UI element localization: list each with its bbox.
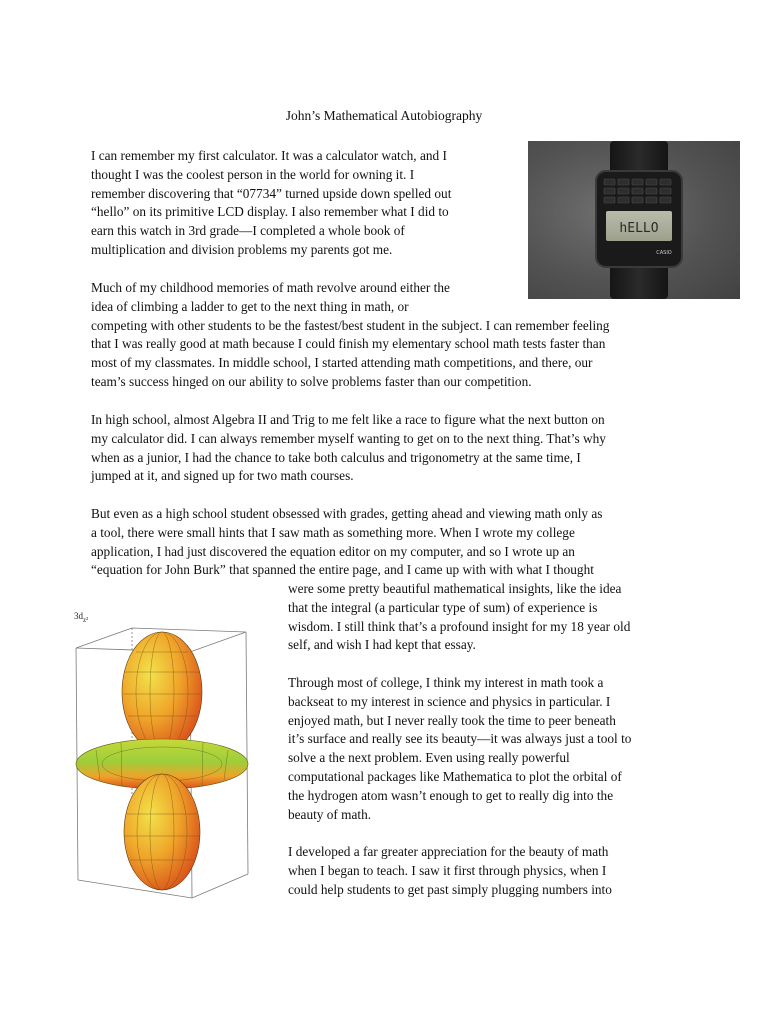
watch-keypad: [604, 179, 671, 203]
paragraph-college: Through most of college, I think my interest in math took a backseat to my interest in science and physics in particular. I enjoyed math, but I never really took the time to peer beneath it’s surface and really see its beauty—it was always just a tool to solve a the next problem. Even using really powerful computational packages like Mathematica to plot the orbital of the hydrogen atom wasn’t enough to get to really dig into the beauty of math.: [288, 675, 632, 822]
svg-text:3dz²: [74, 611, 88, 624]
paragraph-high-school: In high school, almost Algebra II and Trig to me felt like a race to figure what the next button on my calculator did. I can always remember myself wanting to get on to the next thing. That’s why when as a junior, I had the chance to take both calculus and trigonometry at the same time, I jumped at it, and signed up for two math courses.: [91, 412, 606, 484]
orbital-plot-figure: [66, 604, 272, 922]
paragraph-calculator: I can remember my first calculator. It was a calculator watch, and I thought I was the coolest person in the world for owning it. I remember discovering that “07734” turned upside down spelled out “hello” on its primitive LCD display. I also remember what I did to earn this watch in 3rd grade—I completed a whole book of multiplication and division problems my parents got me.: [91, 148, 452, 257]
paragraph-teaching: I developed a far greater appreciation for the beauty of math when I began to teach. I saw it first through physics, when I could help students to get past simply plugging numbers into: [288, 844, 612, 897]
watch-brand-label: CASIO: [656, 250, 672, 256]
document-title: John’s Mathematical Autobiography: [285, 108, 483, 123]
lower-lobe: [124, 774, 200, 890]
orbital-label-subscript: z²: [83, 616, 89, 624]
paragraph-hints-continued: were some pretty beautiful mathematical insights, like the idea that the integral (a particular type of sum) of experience is wisdom. I still think that’s a profound insight for my 18 year old self, and wish I had kept that essay.: [288, 581, 631, 653]
calculator-watch-photo: [528, 141, 740, 299]
orbital-label: 3d: [74, 611, 83, 621]
paragraph-childhood: Much of my childhood memories of math revolve around either the idea of climbing a ladder to get to the next thing in math, or competing with other students to be the fastest/best student in the subject. I can remember feeling that I was really good at math because I could finish my elementary school math tests faster than most of my classmates. In middle school, I started attending math competitions, and there, our team’s success hinged on our ability to solve problems faster than our competition.: [91, 280, 610, 389]
watch-lcd-text: hELLO: [619, 221, 659, 236]
upper-lobe: [122, 632, 202, 752]
calculator-watch-illustration: [528, 141, 740, 299]
paragraph-hints: But even as a high school student obsessed with grades, getting ahead and viewing math only as a tool, there were small hints that I saw math as something more. When I wrote my college application, I had just discovered the equation editor on my computer, and so I wrote up an “equation for John Burk” that spanned the entire page, and I came up with with what I thought: [91, 506, 603, 578]
orbital-plot: [66, 604, 272, 922]
